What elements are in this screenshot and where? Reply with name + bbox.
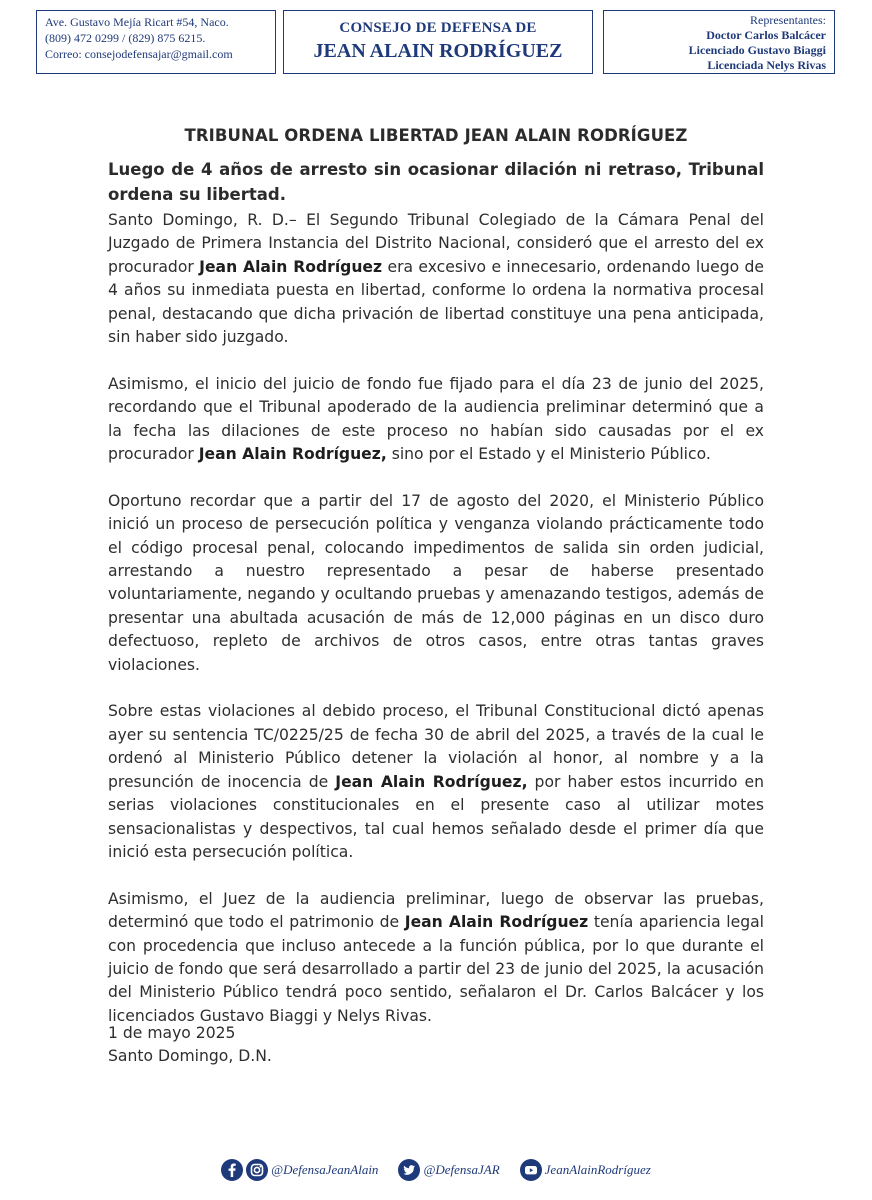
document-title: TRIBUNAL ORDENA LIBERTAD JEAN ALAIN RODRÍGUEZ	[184, 126, 688, 145]
youtube-icon	[520, 1159, 542, 1181]
lead-paragraph: Luego de 4 años de arresto sin ocasionar dilación ni retraso, Tribunal ordena su libertad.	[108, 160, 764, 204]
facebook-icon	[221, 1159, 243, 1181]
email-line: Correo: consejodefensajar@gmail.com	[45, 47, 233, 61]
twitter-handle: @DefensaJAR	[423, 1162, 500, 1177]
twitter-icon	[398, 1159, 420, 1181]
social-footer	[0, 1159, 872, 1181]
header-representatives-box	[603, 10, 835, 74]
document-body	[108, 209, 764, 1052]
name-highlight: Jean Alain Rodríguez	[199, 257, 383, 276]
address-line: Ave. Gustavo Mejía Ricart #54, Naco.	[45, 15, 229, 29]
paragraph-1: Santo Domingo, R. D.– El Segundo Tribunal Colegiado de la Cámara Penal del Juzgado de Primera Instancia del Distrito Nacional, consideró que el arresto del ex procurador Jean Alain Rodríguez era excesivo e innecesario, ordenando luego de 4 años su inmediata puesta en libertad, conforme lo ordena la normativa procesal penal, destacando que dicha privación de libertad constituye una pena anticipada, sin haber sido juzgado.	[108, 211, 764, 347]
paragraph-2: Asimismo, el inicio del juicio de fondo fue fijado para el día 23 de junio del 2025, recordando que el Tribunal apoderado de la audiencia preliminar determinó que a la fecha las dilaciones de este proceso no habían sido causadas por el ex procurador Jean Alain Rodríguez, sino por el Estado y el Ministerio Público.	[108, 374, 764, 464]
header-contact-box	[36, 10, 276, 74]
representatives-title: Representantes:	[750, 13, 826, 27]
social-facebook-instagram[interactable]	[221, 1159, 378, 1181]
youtube-channel: JeanAlainRodríguez	[544, 1162, 651, 1177]
social-twitter[interactable]	[398, 1159, 499, 1181]
header-council-box	[283, 10, 593, 74]
dateline	[108, 1022, 272, 1069]
document-place: Santo Domingo, D.N.	[108, 1047, 272, 1066]
social-youtube[interactable]	[520, 1159, 651, 1181]
name-highlight: Jean Alain Rodríguez,	[198, 445, 387, 464]
name-highlight: Jean Alain Rodríguez,	[335, 772, 528, 791]
representative-2: Licenciado Gustavo Biaggi	[688, 43, 826, 57]
document-date: 1 de mayo 2025	[108, 1024, 236, 1042]
representative-1: Doctor Carlos Balcácer	[706, 28, 826, 42]
council-line: CONSEJO DE DEFENSA DE	[339, 20, 537, 36]
facebook-instagram-handle: @DefensaJeanAlain	[271, 1162, 379, 1177]
paragraph-5: Asimismo, el Juez de la audiencia preliminar, luego de observar las pruebas, determinó que todo el patrimonio de Jean Alain Rodríguez tenía apariencia legal con procedencia que incluso antecede a la función pública, por lo que durante el juicio de fondo que será desarrollado a partir del 23 de junio del 2025, la acusación del Ministerio Público tendrá poco sentido, señalaron el Dr. Carlos Balcácer y los licenciados Gustavo Biaggi y Nelys Rivas.	[108, 889, 765, 1025]
name-highlight: Jean Alain Rodríguez	[404, 913, 589, 932]
instagram-icon	[246, 1159, 268, 1181]
paragraph-3: Oportuno recordar que a partir del 17 de agosto del 2020, el Ministerio Público inició un proceso de persecución política y venganza violando prácticamente todo el código procesal penal, colocando impedimentos de salida sin orden judicial, arrestando a nuestro representado a pesar de haberse presentado voluntariamente, negando y ocultando pruebas y amenazando testigos, además de presentar una abultada acusación de más de 12,000 páginas en un disco duro defectuoso, repleto de archivos de otros casos, entre otras tantas graves violaciones.	[108, 491, 764, 674]
phone-line: (809) 472 0299 / (829) 875 6215.	[45, 31, 206, 45]
council-name: JEAN ALAIN RODRÍGUEZ	[313, 40, 563, 62]
paragraph-4: Sobre estas violaciones al debido proceso, el Tribunal Constitucional dictó apenas ayer su sentencia TC/0225/25 de fecha 30 de abril del 2025, a través de la cual le ordenó al Ministerio Público detener la violación al honor, al nombre y a la presunción de inocencia de Jean Alain Rodríguez, por haber estos incurrido en serias violaciones constitucionales en el presente caso al utilizar motes sensacionalistas y despectivos, tal cual hemos señalado desde el primer día que inició esta persecución política.	[108, 702, 764, 861]
representative-3: Licenciada Nelys Rivas	[707, 58, 826, 72]
